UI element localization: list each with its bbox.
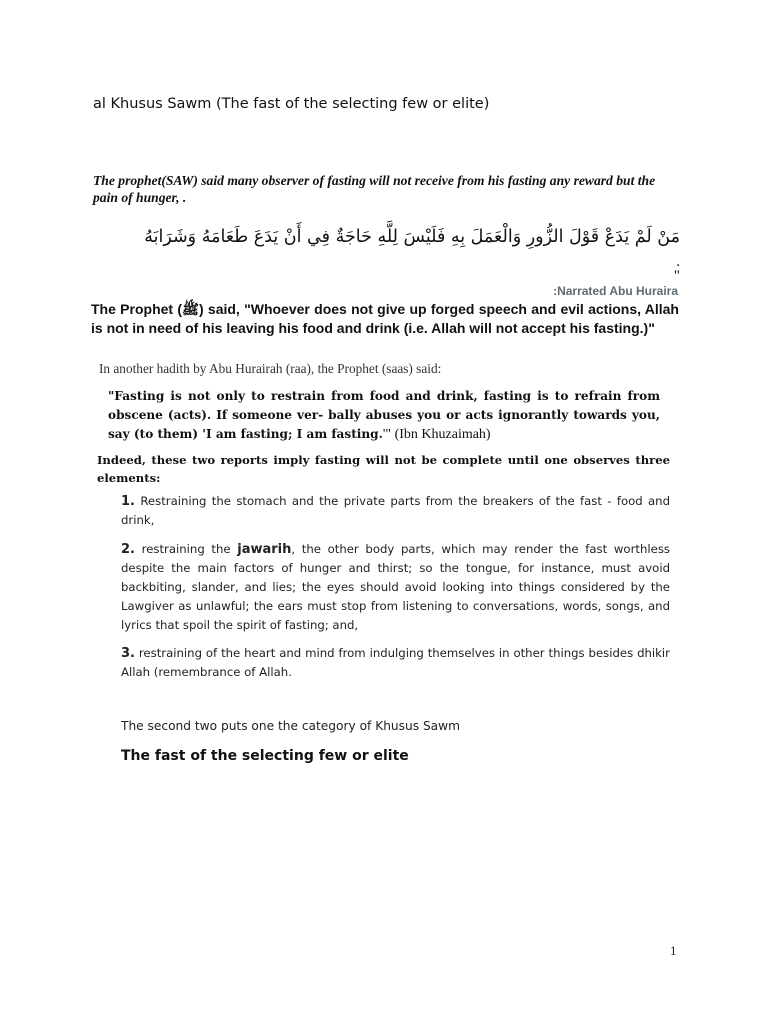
fasting-quote-reference: '" (Ibn Khuzaimah)	[382, 427, 491, 442]
list-item-text: restraining of the heart and mind from indulging themselves in other things besides dhikir Allah (remembrance of Allah.	[121, 646, 670, 679]
hadith-intro-line: In another hadith by Abu Hurairah (raa), the Prophet (saas) said:	[99, 361, 442, 376]
page-number: 1	[670, 943, 677, 958]
fasting-quote-text: "Fasting is not only to restrain from food and drink, fasting is to refrain from obscene (acts). If someone ver- bally abuses you or acts ignorantly towards you, say (to them) 'I am fasting; I am fasting.	[108, 389, 660, 441]
list-item-number: 2.	[121, 542, 135, 557]
arabic-hadith-tail: . "	[673, 254, 680, 284]
intro-paragraph: The prophet(SAW) said many observer of fasting will not receive from his fasting any reward but the pain of hunger, .	[93, 173, 656, 205]
list-item	[121, 540, 670, 635]
narrated-by-label: :Narrated Abu Huraira	[553, 284, 678, 298]
list-item-text: restraining the	[134, 542, 238, 556]
prophet-said-paragraph: The Prophet (ﷺ) said, "Whoever does not give up forged speech and evil actions, Allah is not in need of his leaving his food and drink (i.e. Allah will not accept his fasting.)"	[91, 301, 679, 336]
list-item-text-continued: , the other body parts, which may render the fast worthless despite the main factors of hunger and thirst; so the tongue, for instance, must avoid backbiting, slander, and lies; the eyes should avoid looking into things considered by the Lawgiver as unlawful; the ears must stop from listening to conversations, words, songs, and lyrics that spoil the spirit of fasting; and,	[121, 542, 670, 632]
list-item-keyword: jawarih	[237, 542, 292, 557]
list-item	[121, 644, 670, 682]
fasting-quote	[108, 387, 660, 444]
list-item-text: Restraining the stomach and the private parts from the breakers of the fast - food and drink,	[121, 494, 670, 527]
list-item-number: 3.	[121, 646, 135, 661]
arabic-hadith-text: مَنْ لَمْ يَدَعْ قَوْلَ الزُّورِ وَالْعَمَلَ بِهِ فَلَيْسَ لِلَّهِ حَاجَةٌ فِي أَنْ يَدَعَ طَعَامَهُ وَشَرَابَهُ	[144, 227, 680, 247]
list-item	[121, 492, 670, 530]
document-title: al Khusus Sawm (The fast of the selecting few or elite)	[93, 96, 490, 112]
category-line: The second two puts one the category of Khusus Sawm	[121, 719, 460, 733]
section-heading: The fast of the selecting few or elite	[121, 748, 409, 764]
list-item-number: 1.	[121, 494, 135, 509]
three-elements-intro: Indeed, these two reports imply fasting will not be complete until one observes three elements:	[97, 453, 670, 485]
